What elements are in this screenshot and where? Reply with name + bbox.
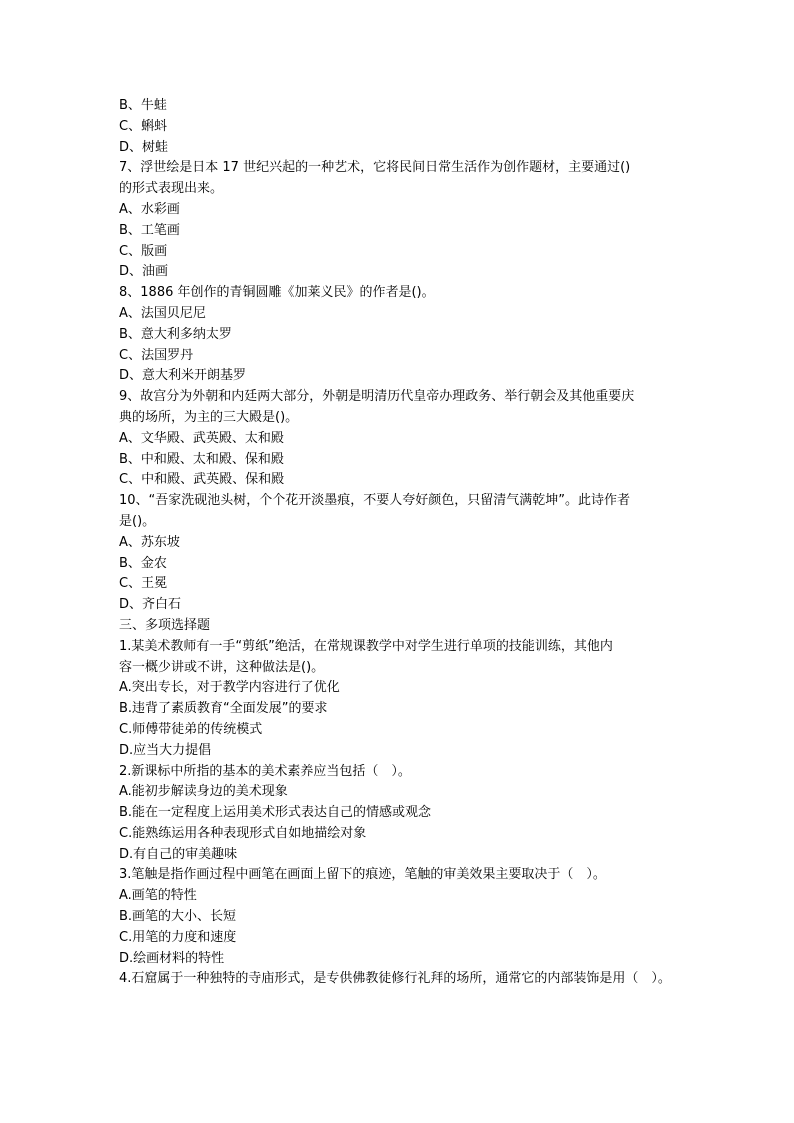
question-8-line: 8、1886 年创作的青铜圆雕《加莱义民》的作者是()。 (119, 285, 435, 301)
text-line: A、苏东坡 (119, 534, 180, 550)
text-line: B.画笔的大小、长短 (119, 909, 237, 925)
text-line: B.违背了素质教育“全面发展”的要求 (119, 701, 328, 717)
text-line: B、意大利多纳太罗 (119, 326, 232, 342)
text-line: C.师傅带徒弟的传统模式 (119, 721, 263, 737)
text-line: D.应当大力提倡 (119, 742, 212, 758)
text-line: 是()。 (119, 513, 156, 529)
section-heading: 三、多项选择题 (119, 617, 211, 633)
text-line: A、法国贝尼尼 (119, 305, 206, 321)
text-line: 容一概少讲或不讲，这种做法是()。 (119, 659, 325, 675)
question-9-line: 9、故宫分为外朝和内廷两大部分，外朝是明清历代皇帝办理政务、举行朝会及其他重要庆 (119, 389, 635, 405)
question-10-line: 10、“吾家洗砚池头树，个个花开淡墨痕，不要人夸好颜色，只留清气满乾坤”。此诗作者 (119, 493, 631, 509)
multi-question-2-line: 2.新课标中所指的基本的美术素养应当包括（ ）。 (119, 763, 411, 779)
text-line: A.能初步解读身边的美术现象 (119, 784, 288, 800)
text-line: A、水彩画 (119, 201, 180, 217)
text-line: B、工笔画 (119, 222, 180, 238)
text-line: D、意大利米开朗基罗 (119, 368, 247, 384)
text-line: D.绘画材料的特性 (119, 950, 225, 966)
multi-question-1-line: 1.某美术教师有一手“剪纸”绝活，在常规课教学中对学生进行单项的技能训练，其他内 (119, 638, 613, 654)
text-line: B、牛蛙 (119, 98, 167, 113)
text-line: 典的场所，为主的三大殿是()。 (119, 409, 299, 425)
text-line: C、蝌蚪 (119, 118, 168, 134)
text-line: D、齐白石 (119, 597, 182, 613)
text-line: B、金农 (119, 555, 167, 571)
text-line: A、文华殿、武英殿、太和殿 (119, 430, 284, 446)
multi-question-3-line: 3.笔触是指作画过程中画笔在画面上留下的痕迹，笔触的审美效果主要取决于（ ）。 (119, 867, 606, 883)
text-line: C、王冕 (119, 576, 168, 592)
text-line: A.画笔的特性 (119, 888, 197, 904)
text-line: B.能在一定程度上运用美术形式表达自己的情感或观念 (119, 805, 432, 821)
text-line: C、法国罗丹 (119, 347, 194, 363)
text-line: 的形式表现出来。 (119, 181, 224, 197)
document-page (119, 96, 719, 990)
multi-question-4-line: 4.石窟属于一种独特的寺庙形式，是专供佛教徒修行礼拜的场所，通常它的内部装饰是用（ ）。 (119, 971, 671, 987)
text-line: B、中和殿、太和殿、保和殿 (119, 451, 284, 467)
text-line: C、版画 (119, 243, 168, 259)
text-line: C.能熟练运用各种表现形式自如地描绘对象 (119, 825, 367, 841)
text-line: D、树蛙 (119, 139, 169, 155)
text-line: D、油画 (119, 264, 169, 280)
text-line: C、中和殿、武英殿、保和殿 (119, 472, 285, 488)
text-line: D.有自己的审美趣味 (119, 846, 238, 862)
question-7-line: 7、浮世绘是日本 17 世纪兴起的一种艺术，它将民间日常生活作为创作题材，主要通过() (119, 160, 631, 176)
text-line: A.突出专长，对于教学内容进行了优化 (119, 680, 340, 696)
text-line: C.用笔的力度和速度 (119, 929, 237, 945)
